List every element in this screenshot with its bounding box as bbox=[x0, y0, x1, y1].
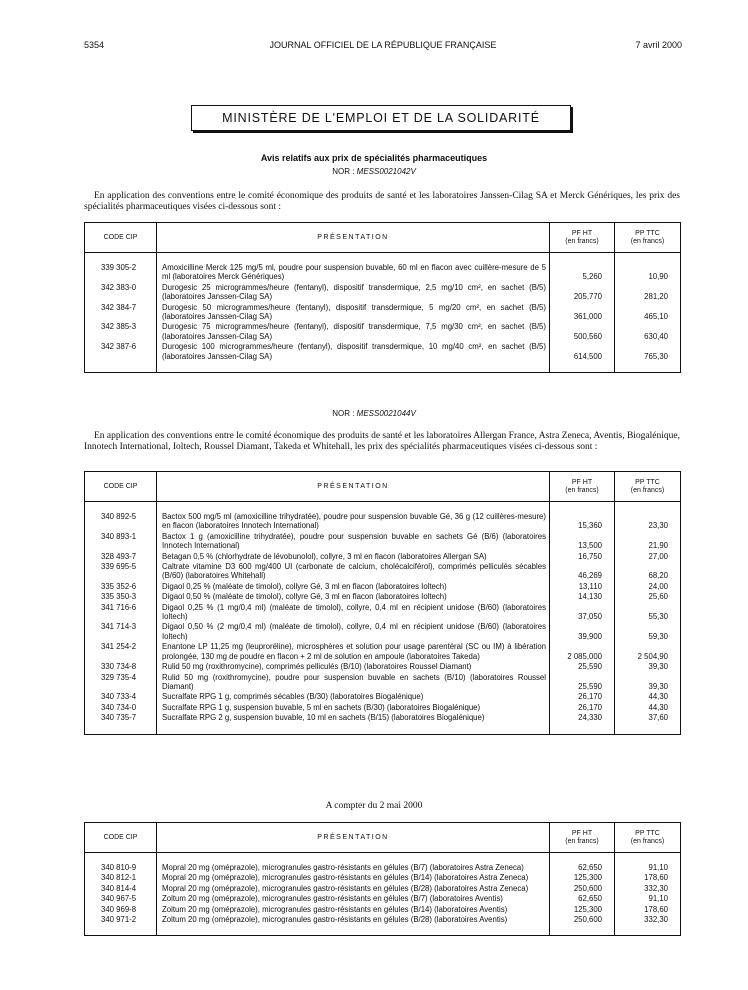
pfht-value: 62,650 bbox=[550, 863, 615, 873]
presentation-cell: Sucralfate RPG 2 g, suspension buvable, 10 ml en sachets (B/15) (laboratoires Biogalénique) bbox=[157, 713, 550, 723]
ppttc-value: 68,20 bbox=[615, 562, 681, 582]
presentation-cell: Bactox 500 mg/5 ml (amoxicilline trihydratée), poudre pour suspension buvable Gé, 36 g (12 cuillères-mesure) en flacon (laboratoires Innotech International) bbox=[157, 512, 550, 532]
nor-label: NOR : bbox=[332, 167, 355, 176]
nor-code: MESS0021042V bbox=[356, 167, 416, 176]
pfht-value: 2 085,000 bbox=[550, 642, 615, 662]
issue-date: 7 avril 2000 bbox=[635, 40, 682, 50]
pfht-value: 13,500 bbox=[550, 532, 615, 552]
ppttc-value: 24,00 bbox=[615, 582, 681, 592]
presentation-cell: Amoxicilline Merck 125 mg/5 ml, poudre pour suspension buvable, 60 ml en flacon avec cuillère-mesure de 5 ml (laboratoires Merck Génériques) bbox=[157, 263, 550, 283]
page-number: 5354 bbox=[84, 40, 105, 50]
table-row bbox=[85, 622, 681, 642]
ppttc-value: 39,30 bbox=[615, 662, 681, 672]
presentation-cell: Enantone LP 11,25 mg (leuproréline), microsphères et solution pour usage parentéral (SC ou IM) à libération prolongée, 130 mg de poudre en flacon + 2 ml de solution en ampoule (laboratoires Takeda) bbox=[157, 642, 550, 662]
ppttc-value: 39,30 bbox=[615, 673, 681, 693]
table-row bbox=[85, 303, 681, 323]
ppttc-value: 332,30 bbox=[615, 884, 681, 894]
cip-code: 342 387-6 bbox=[101, 342, 137, 352]
presentation-cell: Digaol 0,25 % (1 mg/0,4 ml) (maléate de timolol), collyre, 0,4 ml en récipient unidose (B/60) (laboratoires Ioltech) bbox=[157, 603, 550, 623]
table-row bbox=[85, 905, 681, 915]
ppttc-value: 178,60 bbox=[615, 873, 681, 883]
presentation-cell: Sucralfate RPG 1 g, comprimés sécables (B/30) (laboratoires Biogalénique) bbox=[157, 692, 550, 702]
ppttc-value: 10,90 bbox=[615, 263, 681, 283]
price-table bbox=[84, 822, 681, 936]
ppttc-value: 765,30 bbox=[615, 342, 681, 362]
col-header-code: CODE CIP bbox=[85, 223, 157, 253]
table-row bbox=[85, 713, 681, 723]
presentation-cell: Zoltum 20 mg (oméprazole), microgranules gastro-résistants en gélules (B/7) (laboratoires Aventis) bbox=[157, 894, 550, 904]
col-header-presentation: PRÉSENTATION bbox=[157, 472, 550, 502]
col-header-code: CODE CIP bbox=[85, 823, 157, 853]
presentation-cell: Durogesic 100 microgrammes/heure (fentanyl), dispositif transdermique, 10 mg/40 cm², en sachet (B/5) (laboratoires Janssen-Cilag SA) bbox=[157, 342, 550, 362]
nor-label: NOR : bbox=[332, 409, 355, 418]
pfht-value: 62,650 bbox=[550, 894, 615, 904]
presentation-cell: Sucralfate RPG 1 g, suspension buvable, 5 ml en sachets (B/30) (laboratoires Biogalénique) bbox=[157, 703, 550, 713]
nor-line bbox=[0, 167, 748, 176]
ppttc-value: 55,30 bbox=[615, 603, 681, 623]
presentation-cell: Rulid 50 mg (roxithromycine), comprimés pelliculés (B/10) (laboratoires Roussel Diamant) bbox=[157, 662, 550, 672]
pfht-value: 125,300 bbox=[550, 905, 615, 915]
presentation-cell: Durogesic 75 microgrammes/heure (fentanyl), dispositif transdermique, 7,5 mg/30 cm², en sachet (B/5) (laboratoires Janssen-Cilag SA) bbox=[157, 322, 550, 342]
table-body bbox=[85, 853, 681, 936]
ppttc-value: 27,00 bbox=[615, 552, 681, 562]
table-row bbox=[85, 642, 681, 662]
cip-code: 341 714-3 bbox=[101, 622, 137, 632]
pfht-value: 500,560 bbox=[550, 322, 615, 342]
ppttc-value: 630,40 bbox=[615, 322, 681, 342]
presentation-cell: Betagan 0,5 % (chlorhydrate de lévobunolol), collyre, 3 ml en flacon (laboratoires Allergan SA) bbox=[157, 552, 550, 562]
presentation-cell: Zoltum 20 mg (oméprazole), microgranules gastro-résistants en gélules (B/28) (laboratoires Aventis) bbox=[157, 915, 550, 925]
cip-code: 340 971-2 bbox=[101, 915, 137, 925]
pfht-value: 15,360 bbox=[550, 512, 615, 532]
cip-code: 340 733-4 bbox=[101, 692, 137, 702]
table-row bbox=[85, 894, 681, 904]
cip-code: 339 695-5 bbox=[101, 562, 137, 572]
col-header-ppttc: PP TTC (en francs) bbox=[615, 823, 681, 853]
cip-code: 340 814-4 bbox=[101, 883, 137, 893]
cip-code: 335 350-3 bbox=[101, 592, 137, 602]
col-header-ppttc: PP TTC (en francs) bbox=[615, 223, 681, 253]
ppttc-value: 465,10 bbox=[615, 303, 681, 323]
table-row bbox=[85, 322, 681, 342]
table-row bbox=[85, 552, 681, 562]
pfht-value: 14,130 bbox=[550, 592, 615, 602]
ppttc-value: 91,10 bbox=[615, 863, 681, 873]
pfht-value: 614,500 bbox=[550, 342, 615, 362]
table-row bbox=[85, 582, 681, 592]
intro-paragraph: En application des conventions entre le comité économique des produits de santé et les laboratoires Janssen-Cilag SA et Merck Génériques, les prix des spécialités pharmaceutiques visées ci-dessous sont : bbox=[84, 191, 680, 212]
ministry-box: MINISTÈRE DE L'EMPLOI ET DE LA SOLIDARITÉ bbox=[191, 105, 571, 131]
table-row bbox=[85, 283, 681, 303]
col-header-ppttc: PP TTC (en francs) bbox=[615, 472, 681, 502]
nor-line bbox=[0, 409, 748, 418]
ppttc-value: 23,30 bbox=[615, 512, 681, 532]
col-header-presentation: PRÉSENTATION bbox=[157, 823, 550, 853]
pfht-value: 205,770 bbox=[550, 283, 615, 303]
table-row bbox=[85, 342, 681, 362]
table-row bbox=[85, 562, 681, 582]
pfht-value: 16,750 bbox=[550, 552, 615, 562]
price-table bbox=[84, 471, 681, 735]
table-row bbox=[85, 692, 681, 702]
presentation-cell: Bactox 1 g (amoxicilline trihydratée), poudre pour suspension buvable en sachets Gé (B/6) (laboratoires Innotech International) bbox=[157, 532, 550, 552]
table-row bbox=[85, 603, 681, 623]
cip-code: 340 735-7 bbox=[101, 713, 137, 723]
pfht-value: 361,000 bbox=[550, 303, 615, 323]
presentation-cell: Digaol 0,25 % (maléate de timolol), collyre Gé, 3 ml en flacon (laboratoires Ioltech) bbox=[157, 582, 550, 592]
pfht-value: 39,900 bbox=[550, 622, 615, 642]
cip-code: 340 810-9 bbox=[101, 863, 137, 872]
cip-code: 340 812-1 bbox=[101, 873, 137, 883]
table-row bbox=[85, 512, 681, 532]
table-row bbox=[85, 662, 681, 672]
col-header-presentation: PRÉSENTATION bbox=[157, 223, 550, 253]
cip-code: 340 967-5 bbox=[101, 894, 137, 904]
pfht-value: 25,590 bbox=[550, 673, 615, 693]
cip-code: 329 735-4 bbox=[101, 672, 137, 682]
cip-code: 340 892-5 bbox=[101, 512, 137, 521]
col-header-pfht: PF HT (en francs) bbox=[550, 823, 615, 853]
pfht-value: 37,050 bbox=[550, 603, 615, 623]
table-row bbox=[85, 863, 681, 873]
table-row bbox=[85, 915, 681, 925]
cip-code: 341 716-6 bbox=[101, 602, 137, 612]
effective-date-line: A compter du 2 mai 2000 bbox=[325, 801, 423, 811]
avis-title: Avis relatifs aux prix de spécialités pharmaceutiques bbox=[260, 153, 488, 163]
pfht-value: 46,269 bbox=[550, 562, 615, 582]
cip-code: 330 734-8 bbox=[101, 662, 137, 672]
pfht-value: 250,600 bbox=[550, 915, 615, 925]
cip-code: 342 385-3 bbox=[101, 322, 137, 332]
table-body bbox=[85, 502, 681, 735]
table-row bbox=[85, 884, 681, 894]
ppttc-value: 2 504,90 bbox=[615, 642, 681, 662]
pfht-value: 24,330 bbox=[550, 713, 615, 723]
table-row bbox=[85, 532, 681, 552]
cip-code: 335 352-6 bbox=[101, 581, 137, 591]
col-header-code: CODE CIP bbox=[85, 472, 157, 502]
pfht-value: 25,590 bbox=[550, 662, 615, 672]
presentation-cell: Durogesic 50 microgrammes/heure (fentanyl), dispositif transdermique, 5 mg/20 cm², en sachet (B/5) (laboratoires Janssen-Cilag SA) bbox=[157, 303, 550, 323]
table-row bbox=[85, 673, 681, 693]
journal-title: JOURNAL OFFICIEL DE LA RÉPUBLIQUE FRANÇAISE bbox=[269, 40, 497, 50]
ppttc-value: 281,20 bbox=[615, 283, 681, 303]
cip-code: 342 384-7 bbox=[101, 302, 137, 312]
table-row bbox=[85, 873, 681, 883]
ppttc-value: 44,30 bbox=[615, 692, 681, 702]
pfht-value: 26,170 bbox=[550, 703, 615, 713]
presentation-cell: Mopral 20 mg (oméprazole), microgranules gastro-résistants en gélules (B/14) (laboratoires Astra Zeneca) bbox=[157, 873, 550, 883]
presentation-cell: Mopral 20 mg (oméprazole), microgranules gastro-résistants en gélules (B/28) (laboratoires Astra Zeneca) bbox=[157, 884, 550, 894]
intro-paragraph: En application des conventions entre le comité économique des produits de santé et les laboratoires Allergan France, Astra Zeneca, Aventis, Biogalénique, Innotech International, Ioltech, Roussel Diamant, Takeda et Whitehall, les prix des spécialités pharmaceutiques visées ci-dessous sont : bbox=[84, 431, 680, 452]
pfht-value: 250,600 bbox=[550, 884, 615, 894]
pfht-value: 26,170 bbox=[550, 692, 615, 702]
ppttc-value: 25,60 bbox=[615, 592, 681, 602]
presentation-cell: Digaol 0,50 % (2 mg/0,4 ml) (maléate de timolol), collyre, 0,4 ml en récipient unidose (B/60) (laboratoires Ioltech) bbox=[157, 622, 550, 642]
presentation-cell: Mopral 20 mg (oméprazole), microgranules gastro-résistants en gélules (B/7) (laboratoires Astra Zeneca) bbox=[157, 863, 550, 873]
table-row bbox=[85, 703, 681, 713]
ppttc-value: 44,30 bbox=[615, 703, 681, 713]
cip-code: 340 734-0 bbox=[101, 702, 137, 712]
cip-code: 339 305-2 bbox=[101, 263, 137, 272]
presentation-cell: Digaol 0,50 % (maléate de timolol), collyre Gé, 3 ml en flacon (laboratoires Ioltech) bbox=[157, 592, 550, 602]
nor-code: MESS0021044V bbox=[356, 409, 416, 418]
cip-code: 341 254-2 bbox=[101, 642, 137, 652]
pfht-value: 125,300 bbox=[550, 873, 615, 883]
page-header bbox=[84, 40, 682, 54]
table-row bbox=[85, 592, 681, 602]
table-row bbox=[85, 263, 681, 283]
cip-code: 342 383-0 bbox=[101, 282, 137, 292]
cip-code: 328 493-7 bbox=[101, 551, 137, 561]
presentation-cell: Rulid 50 mg (roxithromycine), poudre pour suspension buvable en sachets (B/10) (laboratoires Roussel Diamant) bbox=[157, 673, 550, 693]
col-header-pfht: PF HT (en francs) bbox=[550, 223, 615, 253]
cip-code: 340 969-8 bbox=[101, 904, 137, 914]
ppttc-value: 178,60 bbox=[615, 905, 681, 915]
ppttc-value: 21,90 bbox=[615, 532, 681, 552]
ppttc-value: 91,10 bbox=[615, 894, 681, 904]
cip-code: 340 893-1 bbox=[101, 531, 137, 541]
ppttc-value: 332,30 bbox=[615, 915, 681, 925]
ppttc-value: 37,60 bbox=[615, 713, 681, 723]
ppttc-value: 59,30 bbox=[615, 622, 681, 642]
price-table bbox=[84, 222, 681, 373]
pfht-value: 5,260 bbox=[550, 263, 615, 283]
col-header-pfht: PF HT (en francs) bbox=[550, 472, 615, 502]
presentation-cell: Durogesic 25 microgrammes/heure (fentanyl), dispositif transdermique, 2,5 mg/10 cm², en sachet (B/5) (laboratoires Janssen-Cilag SA) bbox=[157, 283, 550, 303]
presentation-cell: Zoltum 20 mg (oméprazole), microgranules gastro-résistants en gélules (B/14) (laboratoires Aventis) bbox=[157, 905, 550, 915]
table-body bbox=[85, 253, 681, 373]
presentation-cell: Caltrate vitamine D3 600 mg/400 UI (carbonate de calcium, cholécalciférol), comprimés pelliculés sécables (B/60) (laboratoires Whitehall) bbox=[157, 562, 550, 582]
pfht-value: 13,110 bbox=[550, 582, 615, 592]
